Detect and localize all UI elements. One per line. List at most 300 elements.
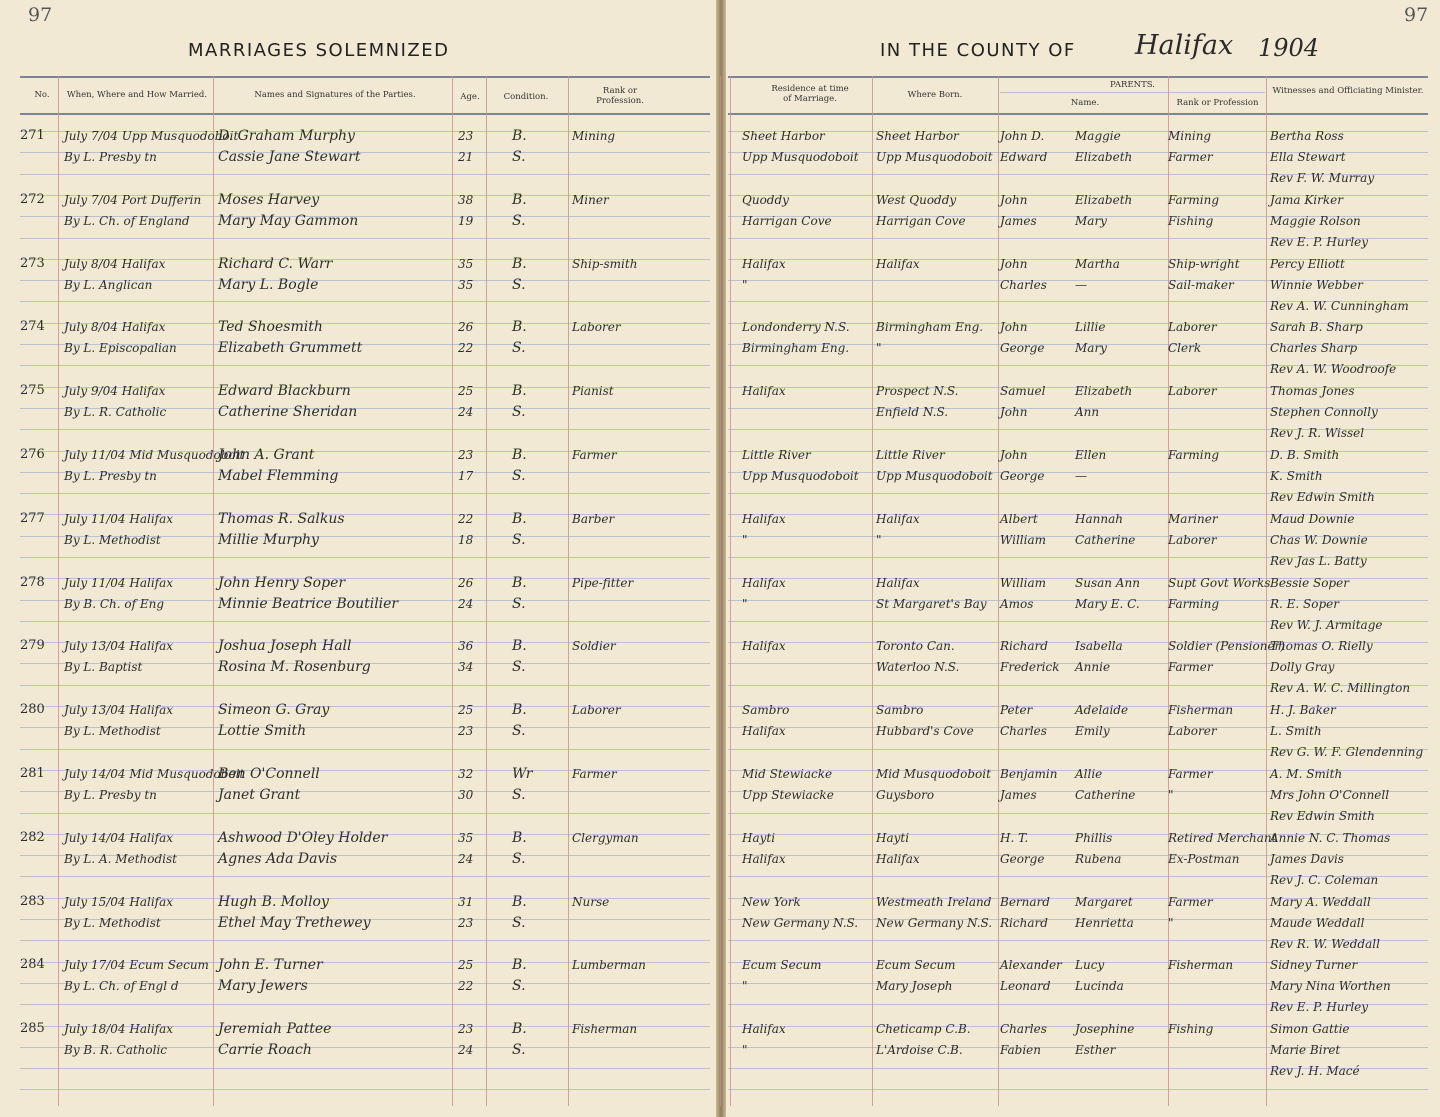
father-name: Albert <box>1000 512 1038 526</box>
residence-value: Upp Musquodoboit <box>742 469 859 483</box>
parent-profession: Farming <box>1168 193 1220 207</box>
parent-profession: Supt Govt Works <box>1168 576 1271 590</box>
officiating-minister: Rev Edwin Smith <box>1270 490 1375 504</box>
groom-name: D. Graham Murphy <box>218 128 355 144</box>
officiating-minister: Rev J. R. Wissel <box>1270 426 1365 440</box>
groom-name: Simeon G. Gray <box>218 702 330 718</box>
groom-name: John E. Turner <box>218 957 323 973</box>
father-name: Charles <box>1000 724 1047 738</box>
marriage-date-place: July 11/04 Halifax <box>64 576 174 590</box>
profession-value: Lumberman <box>572 958 646 972</box>
profession-value: Ship-smith <box>572 257 638 271</box>
entry-number: 278 <box>20 575 45 590</box>
col-header-when: When, Where and How Married. <box>66 90 208 100</box>
parent-profession: Farming <box>1168 448 1220 462</box>
officiating-minister: Rev G. W. F. Glendenning <box>1270 745 1424 759</box>
marriage-date-place: July 11/04 Mid Musquodoboit <box>64 448 245 462</box>
marriage-date-place: By L. Ch. of Engl d <box>64 979 179 993</box>
col-header-rank: Rank or Profession. <box>596 86 644 106</box>
profession-value: Clergyman <box>572 831 639 845</box>
residence-value: Birmingham Eng. <box>742 341 850 355</box>
witness-name: Thomas Jones <box>1270 384 1355 398</box>
birthplace-value: West Quoddy <box>876 193 957 207</box>
witness-name: Thomas O. Rielly <box>1270 639 1373 653</box>
marriage-date-place: By L. Ch. of England <box>64 214 190 228</box>
ruled-line <box>20 940 710 941</box>
mother-name: Elizabeth <box>1075 384 1133 398</box>
marriage-date-place: July 8/04 Halifax <box>64 257 166 271</box>
mother-name: Lucinda <box>1075 979 1124 993</box>
witness-name: Marie Biret <box>1270 1043 1341 1057</box>
col-header-parents: PARENTS. <box>1109 80 1155 90</box>
birthplace-value: Upp Musquodoboit <box>876 150 993 164</box>
witness-name: Sarah B. Sharp <box>1270 320 1363 334</box>
birthplace-value: Sambro <box>876 703 924 717</box>
birthplace-value: Halifax <box>876 576 920 590</box>
page-number-left: 97 <box>28 4 53 26</box>
ruled-line <box>728 1089 1428 1090</box>
condition-value: S. <box>512 340 526 356</box>
residence-value: New Germany N.S. <box>742 916 859 930</box>
residence-value: Little River <box>742 448 811 462</box>
mother-name: Susan Ann <box>1075 576 1140 590</box>
age-value: 23 <box>458 916 474 930</box>
ruled-line <box>20 557 710 558</box>
witness-name: Bertha Ross <box>1270 129 1344 143</box>
ruled-line <box>20 1089 710 1090</box>
witness-name: Chas W. Downie <box>1270 533 1368 547</box>
condition-value: B. <box>512 575 527 591</box>
marriage-date-place: July 9/04 Halifax <box>64 384 166 398</box>
ruled-line <box>728 76 1428 78</box>
col-header-age: Age. <box>460 92 480 102</box>
ruled-line <box>20 174 710 175</box>
book-gutter <box>716 0 726 1117</box>
entry-number: 271 <box>20 128 45 143</box>
page-number-right: 97 <box>1404 4 1429 26</box>
groom-name: Ashwood D'Oley Holder <box>218 830 388 846</box>
age-value: 23 <box>458 129 474 143</box>
groom-name: Joshua Joseph Hall <box>218 638 352 654</box>
age-value: 21 <box>458 150 474 164</box>
birthplace-value: Harrigan Cove <box>876 214 966 228</box>
birthplace-value: " <box>876 341 882 355</box>
mother-name: Mary <box>1075 341 1107 355</box>
age-value: 25 <box>458 384 474 398</box>
entry-number: 274 <box>20 319 45 334</box>
condition-value: S. <box>512 213 526 229</box>
age-value: 24 <box>458 852 474 866</box>
col-header-names: Names and Signatures of the Parties. <box>254 90 416 100</box>
ruled-line <box>20 1004 710 1005</box>
residence-value: " <box>742 597 748 611</box>
ruled-line <box>20 76 710 78</box>
marriage-date-place: July 7/04 Port Dufferin <box>64 193 202 207</box>
residence-value: Ecum Secum <box>742 958 822 972</box>
mother-name: Elizabeth <box>1075 150 1133 164</box>
age-value: 22 <box>458 341 474 355</box>
father-name: James <box>1000 788 1037 802</box>
ruled-line <box>20 301 710 302</box>
column-divider <box>452 76 453 1106</box>
witness-name: Mary A. Weddall <box>1270 895 1371 909</box>
bride-name: Mary L. Bogle <box>218 277 319 293</box>
bride-name: Carrie Roach <box>218 1042 312 1058</box>
residence-value: Harrigan Cove <box>742 214 832 228</box>
officiating-minister: Rev Jas L. Batty <box>1270 554 1367 568</box>
marriage-date-place: By L. A. Methodist <box>64 852 177 866</box>
age-value: 23 <box>458 724 474 738</box>
bride-name: Elizabeth Grummett <box>218 340 363 356</box>
mother-name: Catherine <box>1075 533 1136 547</box>
condition-value: S. <box>512 659 526 675</box>
officiating-minister: Rev A. W. C. Millington <box>1270 681 1411 695</box>
entry-number: 281 <box>20 766 45 781</box>
column-divider <box>58 76 59 1106</box>
parent-profession: Farmer <box>1168 895 1213 909</box>
age-value: 26 <box>458 576 474 590</box>
officiating-minister: Rev A. W. Woodroofe <box>1270 362 1397 376</box>
birthplace-value: Little River <box>876 448 945 462</box>
ruled-line <box>20 876 710 877</box>
birthplace-value: Halifax <box>876 852 920 866</box>
parent-profession: Sail-maker <box>1168 278 1234 292</box>
father-name: Frederick <box>1000 660 1060 674</box>
age-value: 32 <box>458 767 474 781</box>
mother-name: Lillie <box>1075 320 1106 334</box>
father-name: John <box>1000 193 1028 207</box>
witness-name: Stephen Connolly <box>1270 405 1378 419</box>
parent-profession: Farmer <box>1168 767 1213 781</box>
officiating-minister: Rev Edwin Smith <box>1270 809 1375 823</box>
marriage-date-place: By L. Presby tn <box>64 788 157 802</box>
residence-value: " <box>742 979 748 993</box>
groom-name: Richard C. Warr <box>218 256 333 272</box>
parent-profession: Laborer <box>1168 533 1217 547</box>
condition-value: B. <box>512 957 527 973</box>
age-value: 19 <box>458 214 474 228</box>
profession-value: Farmer <box>572 448 617 462</box>
marriage-date-place: By B. R. Catholic <box>64 1043 168 1057</box>
condition-value: S. <box>512 723 526 739</box>
column-divider <box>1266 76 1267 1106</box>
marriage-date-place: By L. Presby tn <box>64 150 157 164</box>
birthplace-value: Mary Joseph <box>876 979 953 993</box>
parent-profession: Fishing <box>1168 1022 1214 1036</box>
age-value: 38 <box>458 193 474 207</box>
parent-profession: Laborer <box>1168 384 1217 398</box>
condition-value: S. <box>512 978 526 994</box>
mother-name: Ellen <box>1075 448 1107 462</box>
condition-value: S. <box>512 468 526 484</box>
residence-value: Sambro <box>742 703 790 717</box>
mother-name: Phillis <box>1075 831 1113 845</box>
groom-name: Ben O'Connell <box>218 766 320 782</box>
residence-value: Halifax <box>742 257 786 271</box>
parent-profession: Fishing <box>1168 214 1214 228</box>
profession-value: Nurse <box>572 895 610 909</box>
condition-value: B. <box>512 894 527 910</box>
parent-profession: Laborer <box>1168 724 1217 738</box>
officiating-minister: Rev R. W. Weddall <box>1270 937 1380 951</box>
marriage-date-place: July 14/04 Halifax <box>64 831 174 845</box>
father-name: Fabien <box>1000 1043 1042 1057</box>
witness-name: Mary Nina Worthen <box>1270 979 1391 993</box>
column-divider <box>998 76 999 1106</box>
mother-name: Elizabeth <box>1075 193 1133 207</box>
marriage-date-place: July 14/04 Mid Musquodoboit <box>64 767 245 781</box>
age-value: 22 <box>458 512 474 526</box>
ruled-line <box>20 749 710 750</box>
col-header-witnesses: Witnesses and Officiating Minister. <box>1272 86 1424 96</box>
mother-name: Hannah <box>1075 512 1123 526</box>
condition-value: Wr <box>512 766 533 782</box>
bride-name: Mary May Gammon <box>218 213 359 229</box>
officiating-minister: Rev W. J. Armitage <box>1270 618 1383 632</box>
profession-value: Fisherman <box>572 1022 638 1036</box>
birthplace-value: Waterloo N.S. <box>876 660 960 674</box>
father-name: John D. <box>1000 129 1045 143</box>
parent-profession: Fisherman <box>1168 958 1234 972</box>
mother-name: Adelaide <box>1075 703 1129 717</box>
father-name: Charles <box>1000 278 1047 292</box>
condition-value: B. <box>512 638 527 654</box>
mother-name: Annie <box>1075 660 1111 674</box>
condition-value: S. <box>512 787 526 803</box>
age-value: 35 <box>458 278 474 292</box>
marriage-date-place: By L. Presby tn <box>64 469 157 483</box>
parent-profession: Farmer <box>1168 150 1213 164</box>
residence-value: Sheet Harbor <box>742 129 825 143</box>
condition-value: B. <box>512 830 527 846</box>
marriage-date-place: July 7/04 Upp Musquodoboit <box>64 129 239 143</box>
residence-value: " <box>742 533 748 547</box>
officiating-minister: Rev F. W. Murray <box>1270 171 1375 185</box>
entry-number: 273 <box>20 256 45 271</box>
mother-name: Esther <box>1075 1043 1116 1057</box>
age-value: 30 <box>458 788 474 802</box>
parent-profession: Fisherman <box>1168 703 1234 717</box>
father-name: Leonard <box>1000 979 1051 993</box>
father-name: Samuel <box>1000 384 1046 398</box>
birthplace-value: Hayti <box>876 831 910 845</box>
birthplace-value: Halifax <box>876 512 920 526</box>
witness-name: Maude Weddall <box>1270 916 1365 930</box>
parent-profession: Farming <box>1168 597 1220 611</box>
residence-value: Halifax <box>742 1022 786 1036</box>
witness-name: Ella Stewart <box>1270 150 1346 164</box>
col-header-condition: Condition. <box>503 92 549 102</box>
parent-profession: Soldier (Pensioner) <box>1168 639 1285 653</box>
age-value: 35 <box>458 831 474 845</box>
witness-name: Jama Kirker <box>1270 193 1343 207</box>
residence-value: Halifax <box>742 852 786 866</box>
groom-name: Moses Harvey <box>218 192 320 208</box>
birthplace-value: Upp Musquodoboit <box>876 469 993 483</box>
birthplace-value: " <box>876 533 882 547</box>
birthplace-value: Cheticamp C.B. <box>876 1022 971 1036</box>
mother-name: Ann <box>1075 405 1100 419</box>
bride-name: Mabel Flemming <box>218 468 339 484</box>
ruled-line <box>20 429 710 430</box>
ruled-line <box>728 113 1428 115</box>
ruled-line <box>20 685 710 686</box>
entry-number: 276 <box>20 447 45 462</box>
age-value: 24 <box>458 405 474 419</box>
condition-value: S. <box>512 404 526 420</box>
witness-name: Dolly Gray <box>1270 660 1335 674</box>
profession-value: Laborer <box>572 703 621 717</box>
mother-name: Martha <box>1075 257 1120 271</box>
parent-profession: Ex-Postman <box>1168 852 1240 866</box>
groom-name: John Henry Soper <box>218 575 346 591</box>
col-header-parent-name: Name. <box>1070 98 1100 108</box>
ruled-line <box>20 1068 710 1069</box>
residence-value: Halifax <box>742 724 786 738</box>
entry-number: 282 <box>20 830 45 845</box>
witness-name: Maud Downie <box>1270 512 1355 526</box>
residence-value: Upp Musquodoboit <box>742 150 859 164</box>
condition-value: B. <box>512 447 527 463</box>
age-value: 36 <box>458 639 474 653</box>
ruled-line <box>20 113 710 115</box>
residence-value: Upp Stewiacke <box>742 788 834 802</box>
parent-profession: Mariner <box>1168 512 1218 526</box>
mother-name: — <box>1075 278 1087 292</box>
condition-value: B. <box>512 383 527 399</box>
birthplace-value: Birmingham Eng. <box>876 320 984 334</box>
bride-name: Lottie Smith <box>218 723 307 739</box>
witness-name: R. E. Soper <box>1270 597 1340 611</box>
ruled-line <box>20 365 710 366</box>
entry-number: 285 <box>20 1021 45 1036</box>
profession-value: Barber <box>572 512 615 526</box>
mother-name: Rubena <box>1075 852 1122 866</box>
father-name: George <box>1000 341 1045 355</box>
age-value: 31 <box>458 895 474 909</box>
groom-name: Thomas R. Salkus <box>218 511 345 527</box>
condition-value: B. <box>512 702 527 718</box>
profession-value: Laborer <box>572 320 621 334</box>
witness-name: Maggie Rolson <box>1270 214 1361 228</box>
marriage-date-place: By L. Methodist <box>64 916 161 930</box>
residence-value: " <box>742 278 748 292</box>
father-name: George <box>1000 852 1045 866</box>
mother-name: Josephine <box>1075 1022 1135 1036</box>
county-name: Halifax <box>1135 30 1234 61</box>
birthplace-value: Mid Musquodoboit <box>876 767 991 781</box>
father-name: James <box>1000 214 1037 228</box>
father-name: John <box>1000 405 1028 419</box>
father-name: John <box>1000 320 1028 334</box>
residence-value: Londonderry N.S. <box>742 320 850 334</box>
marriage-date-place: By B. Ch. of Eng <box>64 597 165 611</box>
entry-number: 272 <box>20 192 45 207</box>
residence-value: Quoddy <box>742 193 789 207</box>
age-value: 23 <box>458 1022 474 1036</box>
mother-name: Allie <box>1075 767 1103 781</box>
parent-profession: Ship-wright <box>1168 257 1240 271</box>
column-divider <box>1168 76 1169 1106</box>
groom-name: Jeremiah Pattee <box>218 1021 332 1037</box>
father-name: Amos <box>1000 597 1034 611</box>
residence-value: " <box>742 1043 748 1057</box>
mother-name: Henrietta <box>1075 916 1134 930</box>
birthplace-value: Sheet Harbor <box>876 129 959 143</box>
mother-name: Maggie <box>1075 129 1121 143</box>
parent-profession: Clerk <box>1168 341 1202 355</box>
parent-profession: Mining <box>1168 129 1212 143</box>
witness-name: L. Smith <box>1270 724 1322 738</box>
witness-name: Winnie Webber <box>1270 278 1363 292</box>
profession-value: Pianist <box>572 384 614 398</box>
condition-value: B. <box>512 1021 527 1037</box>
condition-value: B. <box>512 511 527 527</box>
column-divider <box>730 76 731 1106</box>
father-name: Richard <box>1000 639 1048 653</box>
condition-value: B. <box>512 256 527 272</box>
father-name: John <box>1000 257 1028 271</box>
condition-value: S. <box>512 851 526 867</box>
officiating-minister: Rev J. H. Macé <box>1270 1064 1360 1078</box>
witness-name: Bessie Soper <box>1270 576 1349 590</box>
father-name: John <box>1000 448 1028 462</box>
marriage-date-place: July 13/04 Halifax <box>64 703 174 717</box>
marriage-date-place: July 8/04 Halifax <box>64 320 166 334</box>
bride-name: Agnes Ada Davis <box>218 851 338 867</box>
condition-value: B. <box>512 192 527 208</box>
witness-name: Charles Sharp <box>1270 341 1358 355</box>
col-header-born: Where Born. <box>907 90 963 100</box>
witness-name: Percy Elliott <box>1270 257 1345 271</box>
groom-name: Edward Blackburn <box>218 383 351 399</box>
ruled-line <box>20 238 710 239</box>
father-name: Benjamin <box>1000 767 1058 781</box>
condition-value: S. <box>512 915 526 931</box>
column-divider <box>872 76 873 1106</box>
year: 1904 <box>1258 34 1320 62</box>
residence-value: Halifax <box>742 384 786 398</box>
groom-name: John A. Grant <box>218 447 315 463</box>
witness-name: D. B. Smith <box>1270 448 1340 462</box>
entry-number: 283 <box>20 894 45 909</box>
father-name: Alexander <box>1000 958 1062 972</box>
officiating-minister: Rev A. W. Cunningham <box>1270 299 1409 313</box>
condition-value: B. <box>512 128 527 144</box>
ruled-line <box>20 621 710 622</box>
marriage-date-place: July 15/04 Halifax <box>64 895 174 909</box>
column-divider <box>720 76 721 1106</box>
ruled-line <box>1000 92 1265 93</box>
witness-name: A. M. Smith <box>1270 767 1343 781</box>
bride-name: Minnie Beatrice Boutilier <box>218 596 399 612</box>
mother-name: Mary <box>1075 214 1107 228</box>
column-divider <box>213 76 214 1106</box>
witness-name: James Davis <box>1270 852 1344 866</box>
marriage-date-place: By L. Baptist <box>64 660 143 674</box>
profession-value: Mining <box>572 129 616 143</box>
age-value: 24 <box>458 597 474 611</box>
profession-value: Miner <box>572 193 609 207</box>
mother-name: Margaret <box>1075 895 1133 909</box>
groom-name: Ted Shoesmith <box>218 319 323 335</box>
age-value: 35 <box>458 257 474 271</box>
mother-name: — <box>1075 469 1087 483</box>
marriage-date-place: July 17/04 Ecum Secum <box>64 958 209 972</box>
witness-name: Mrs John O'Connell <box>1270 788 1390 802</box>
witness-name: Annie N. C. Thomas <box>1270 831 1391 845</box>
birthplace-value: New Germany N.S. <box>876 916 993 930</box>
